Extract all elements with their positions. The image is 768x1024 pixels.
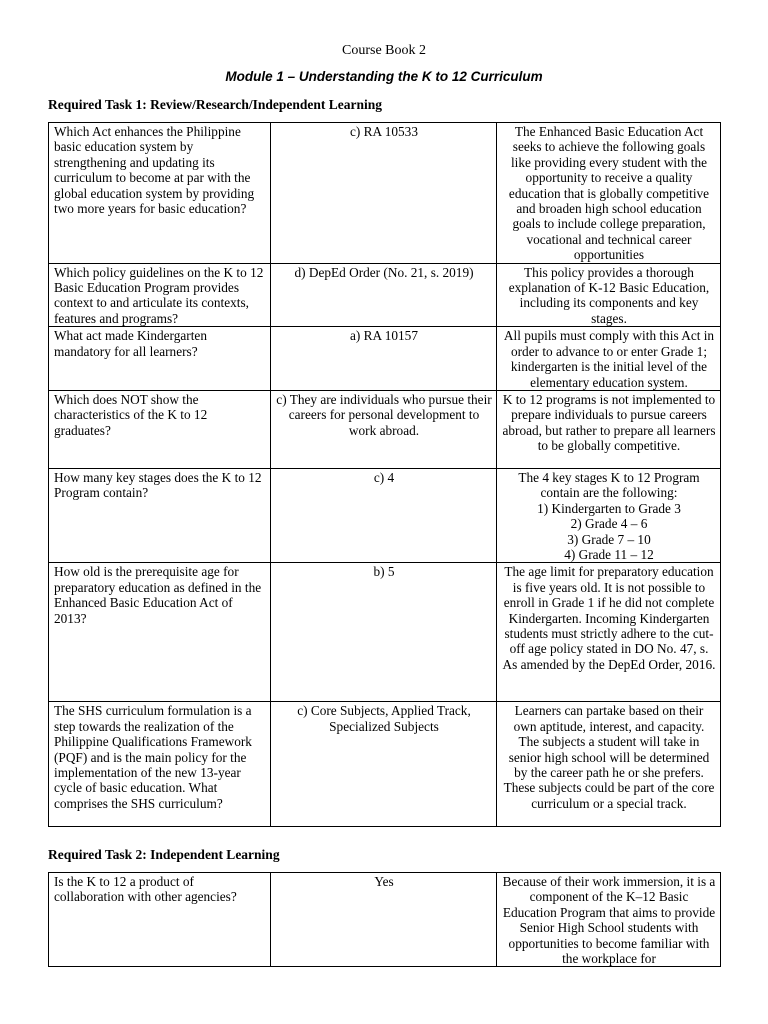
answer-cell: Yes	[271, 873, 497, 967]
explanation-cell: All pupils must comply with this Act in order to advance to or enter Grade 1; kindergarten is the initial level of the elementary education system.	[497, 327, 721, 391]
module-title: Module 1 – Understanding the K to 12 Curriculum	[225, 69, 543, 84]
table-row	[49, 123, 721, 264]
table-row	[49, 702, 721, 827]
question-cell: The SHS curriculum formulation is a step towards the realization of the Philippine Qualifications Framework (PQF) and is the main policy for the implementation of the new 13-year cycle of basic education. What comprises the SHS curriculum?	[49, 702, 271, 827]
answer-cell: c) RA 10533	[271, 123, 497, 264]
task1-heading: Required Task 1: Review/Research/Independent Learning	[48, 97, 383, 112]
list-item: 3) Grade 7 – 10	[567, 531, 651, 547]
answer-cell: c) 4	[271, 468, 497, 562]
explanation-cell: The age limit for preparatory education is five years old. It is not possible to enroll in Grade 1 if he did not complete Kindergarten. Incoming Kindergarten students must strictly adhere to the cut-off age policy stated in DO No. 47, s. As amended by the DepEd Order, 2016.	[497, 563, 721, 702]
question-cell: Which Act enhances the Philippine basic education system by strengthening and updating its curriculum to become at par with the global education system by providing two more years for basic education?	[49, 123, 271, 264]
explanation-cell: Learners can partake based on their own aptitude, interest, and capacity. The subjects a student will take in senior high school will be determined by the career path he or she prefers. These subjects could be part of the core curriculum or a special track.	[497, 702, 721, 827]
table-row	[49, 873, 721, 967]
task2-heading: Required Task 2: Independent Learning	[48, 847, 280, 862]
table-row	[49, 390, 721, 468]
answer-cell: c) They are individuals who pursue their careers for personal development to work abroad.	[271, 390, 497, 468]
table-row	[49, 563, 721, 702]
stages-intro: The 4 key stages K to 12 Program contain are the following:	[518, 469, 700, 501]
answer-cell: d) DepEd Order (No. 21, s. 2019)	[271, 263, 497, 327]
question-cell: How many key stages does the K to 12 Program contain?	[49, 468, 271, 562]
answer-cell: b) 5	[271, 563, 497, 702]
explanation-cell: Because of their work immersion, it is a component of the K–12 Basic Education Program that aims to provide Senior High School students with opportunities to become familiar with the workplace for	[497, 873, 721, 967]
list-item: 2) Grade 4 – 6	[570, 516, 648, 532]
list-item: 1) Kindergarten to Grade 3	[537, 500, 681, 516]
question-cell: What act made Kindergarten mandatory for all learners?	[49, 327, 271, 391]
question-cell: How old is the prerequisite age for preparatory education as defined in the Enhanced Basic Education Act of 2013?	[49, 563, 271, 702]
task2-table	[48, 872, 721, 967]
question-cell: Is the K to 12 a product of collaboration with other agencies?	[49, 873, 271, 967]
answer-cell: a) RA 10157	[271, 327, 497, 391]
explanation-cell: This policy provides a thorough explanation of K-12 Basic Education, including its components and key stages.	[497, 263, 721, 327]
list-item: 4) Grade 11 – 12	[564, 546, 654, 562]
table-row	[49, 468, 721, 562]
table-row	[49, 327, 721, 391]
table-row	[49, 263, 721, 327]
explanation-cell: The Enhanced Basic Education Act seeks to achieve the following goals like providing every student with the opportunity to receive a quality education that is globally competitive and broaden high school education goals to include college preparation, vocational and technical career opportunities	[497, 123, 721, 264]
answer-cell: c) Core Subjects, Applied Track, Specialized Subjects	[271, 702, 497, 827]
question-cell: Which does NOT show the characteristics of the K to 12 graduates?	[49, 390, 271, 468]
explanation-cell: K to 12 programs is not implemented to prepare individuals to pursue careers abroad, but rather to prepare all learners to be globally competitive.	[497, 390, 721, 468]
question-cell: Which policy guidelines on the K to 12 Basic Education Program provides context to and articulate its contexts, features and programs?	[49, 263, 271, 327]
explanation-cell	[497, 468, 721, 562]
task1-table	[48, 122, 721, 827]
key-stages-list	[502, 501, 716, 563]
course-title: Course Book 2	[342, 43, 426, 58]
